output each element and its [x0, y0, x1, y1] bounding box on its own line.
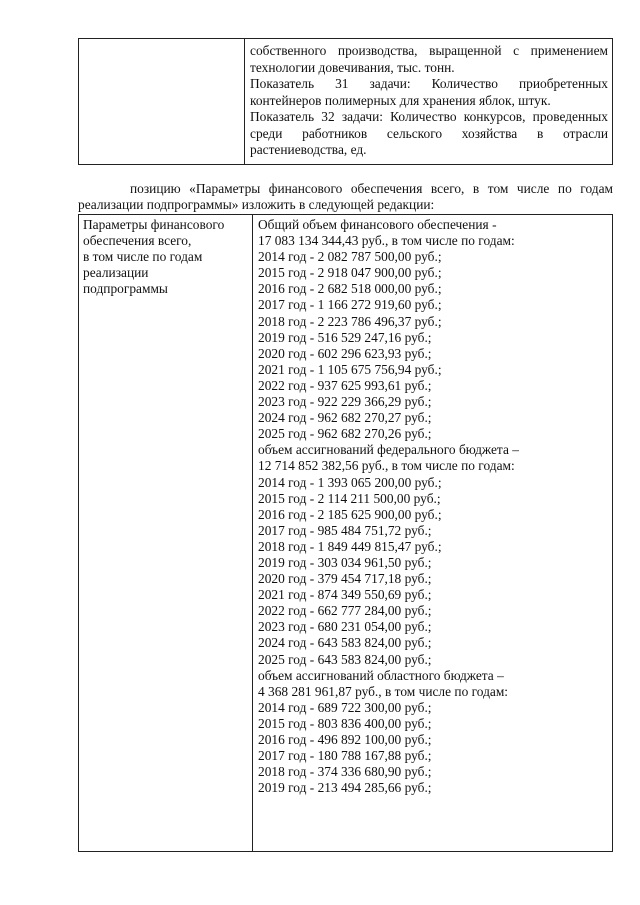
financing-line: 2014 год - 2 082 787 500,00 руб.;: [258, 249, 442, 265]
financing-line: 2023 год - 922 229 366,29 руб.;: [258, 394, 432, 410]
financing-line: 2019 год - 213 494 285,66 руб.;: [258, 780, 432, 796]
financing-line: 2017 год - 180 788 167,88 руб.;: [258, 748, 432, 764]
financing-line: 2015 год - 2 918 047 900,00 руб.;: [258, 265, 442, 281]
label-line: Параметры финансового: [83, 217, 225, 232]
financing-line: 2022 год - 937 625 993,61 руб.;: [258, 377, 432, 393]
financing-line: 2015 год - 2 114 211 500,00 руб.;: [258, 490, 441, 506]
financing-line: 2022 год - 662 777 284,00 руб.;: [258, 603, 432, 619]
indicator-31-paragraph: Показатель 31 задачи: Количество приобретенных контейнеров полимерных для хранения яблок, штук.: [250, 76, 608, 108]
financing-line: 4 368 281 961,87 руб., в том числе по годам:: [258, 683, 509, 699]
financing-line: 2016 год - 496 892 100,00 руб.;: [258, 732, 432, 747]
financing-line: 2023 год - 680 231 054,00 руб.;: [258, 619, 432, 635]
financing-line: 2020 год - 602 296 623,93 руб.;: [258, 345, 432, 361]
financing-line: 2016 год - 2 682 518 000,00 руб.;: [258, 281, 442, 297]
financing-line: 2014 год - 1 393 065 200,00 руб.;: [258, 474, 442, 490]
label-line: в том числе по годам: [83, 249, 203, 265]
financing-table: [78, 214, 613, 852]
financing-line: 2016 год - 2 185 625 900,00 руб.;: [258, 506, 442, 522]
financing-values-cell: [253, 215, 613, 852]
empty-label-cell: [79, 39, 245, 165]
financing-line: 2024 год - 643 583 824,00 руб.;: [258, 635, 432, 651]
label-line: подпрограммы: [83, 281, 168, 297]
financing-line: 2025 год - 962 682 270,26 руб.;: [258, 426, 432, 442]
financing-line: 2024 год - 962 682 270,27 руб.;: [258, 410, 432, 426]
indicators-table-fragment: [78, 38, 613, 165]
financing-line: 2017 год - 1 166 272 919,60 руб.;: [258, 297, 442, 313]
financing-line: 2018 год - 374 336 680,90 руб.;: [258, 764, 432, 780]
financing-line: 2021 год - 1 105 675 756,94 руб.;: [258, 361, 442, 377]
financing-line: объем ассигнований федерального бюджета –: [258, 442, 519, 458]
financing-line: 2025 год - 643 583 824,00 руб.;: [258, 651, 432, 667]
label-line: обеспечения всего,: [83, 233, 192, 249]
financing-line: 12 714 852 382,56 руб., в том числе по годам:: [258, 458, 515, 474]
financing-line: 2019 год - 516 529 247,16 руб.;: [258, 329, 432, 345]
intro-line-1: позицию «Параметры финансового обеспечения всего, в том числе по годам: [130, 181, 613, 196]
indicator-paragraph: собственного производства, выращенной с применением технологии довечивания, тыс. тонн.: [250, 43, 608, 75]
intro-line-2: реализации подпрограммы» изложить в следующей редакции:: [78, 197, 435, 212]
financing-line: 2018 год - 1 849 449 815,47 руб.;: [258, 538, 442, 554]
financing-line: 2020 год - 379 454 717,18 руб.;: [258, 571, 432, 587]
financing-line: объем ассигнований областного бюджета –: [258, 667, 504, 683]
financing-line: 2017 год - 985 484 751,72 руб.;: [258, 522, 432, 538]
indicator-32-paragraph: Показатель 32 задачи: Количество конкурсов, проведенных среди работников сельского хозяйства в отрасли растениеводства, ед.: [250, 109, 608, 157]
financing-line: 2021 год - 874 349 550,69 руб.;: [258, 587, 432, 603]
financing-line: 17 083 134 344,43 руб., в том числе по годам:: [258, 233, 515, 249]
financing-label-cell: [79, 215, 253, 852]
indicators-cell: [245, 39, 613, 165]
financing-line: 2019 год - 303 034 961,50 руб.;: [258, 554, 432, 570]
financing-line: 2015 год - 803 836 400,00 руб.;: [258, 715, 432, 731]
label-line: реализации: [83, 265, 149, 281]
financing-line: 2014 год - 689 722 300,00 руб.;: [258, 699, 432, 715]
financing-line: Общий объем финансового обеспечения -: [258, 217, 497, 232]
financing-line: 2018 год - 2 223 786 496,37 руб.;: [258, 313, 442, 329]
